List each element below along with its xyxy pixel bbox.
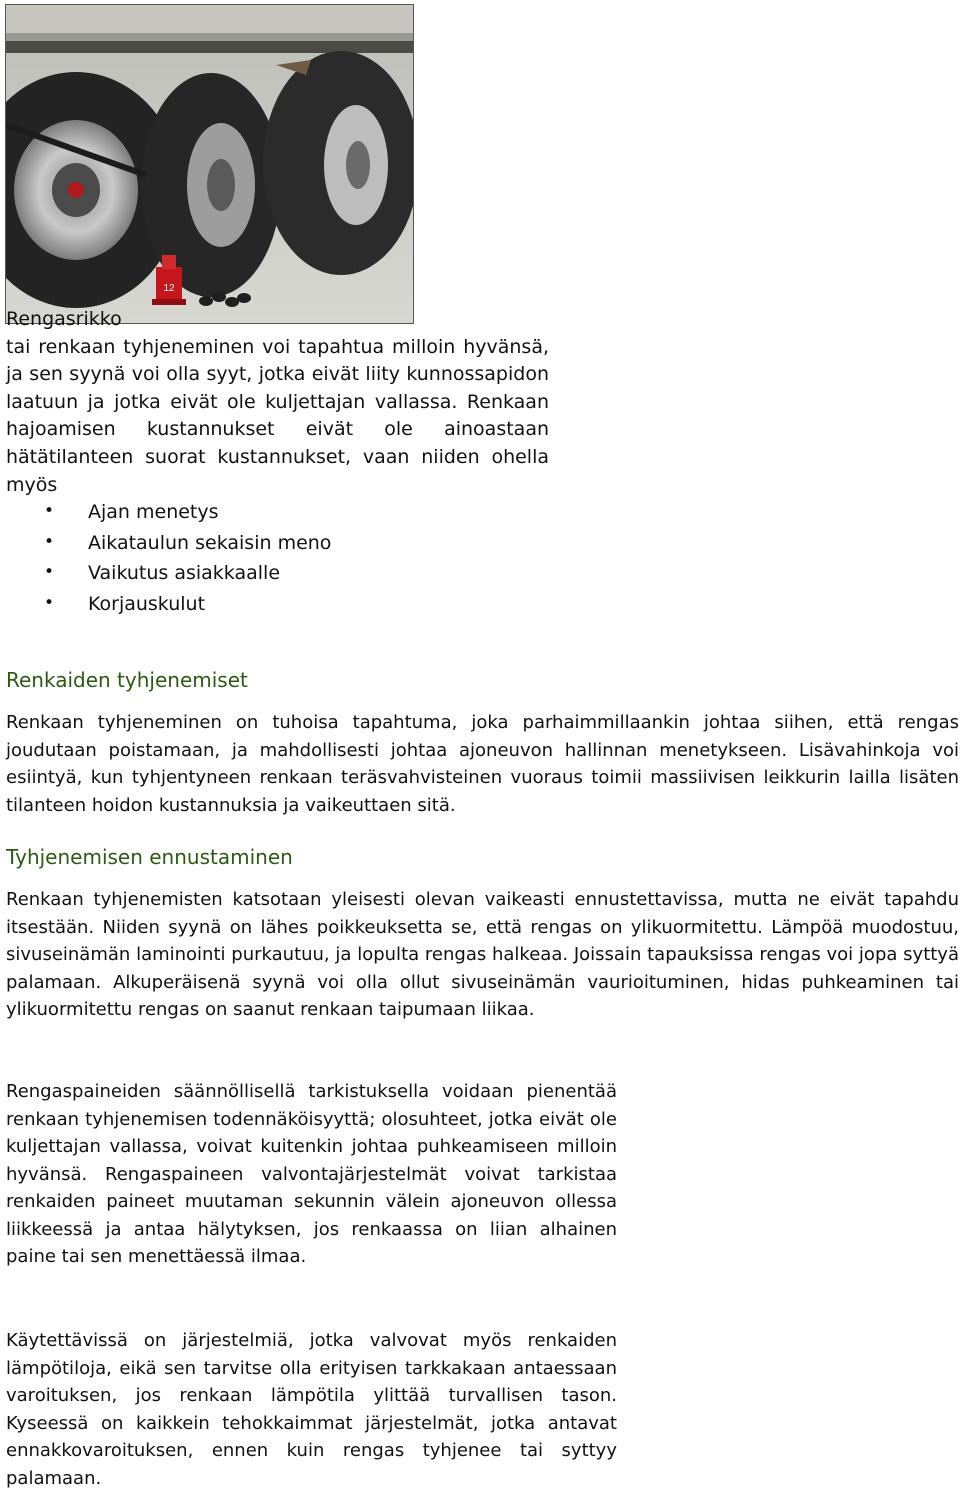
paragraph-ennustaminen-1: Renkaan tyhjenemisten katsotaan yleisesti olevan vaikeasti ennustettavissa, mutta ne eivät tapahdu itsestään. Niiden syynä on lähes poikkeuksetta se, että rengas on ylikuormitettu. Lämpöä muodostuu, sivuseinämän laminointi purkautuu, ja lopulta rengas halkeaa. Joissain tapauksissa rengas voi jopa syttyä palamaan. Alkuperäisenä syynä voi olla ollut sivuseinämän vaurioituminen, hidas puhkeaminen tai ylikuormitettu rengas on saanut renkaan taipumaan liikaa. [6,889,959,1020]
heading-tyhjenemisen-ennustaminen: Tyhjenemisen ennustaminen [6,845,293,869]
list-item: • Ajan menetys [44,497,331,528]
paragraph-ennustaminen-2: Rengaspaineiden säännöllisellä tarkistuksella voidaan pienentää renkaan tyhjenemisen todennäköisyyttä; olosuhteet, jotka eivät ole kuljettajan vallassa, voivat kuitenkin johtaa puhkeamiseen milloin hyvänsä. Rengaspaineen valvontajärjestelmät voivat tarkistaa renkaiden paineet muutaman sekunnin välein ajoneuvon ollessa liikkeessä ja antaa hälytyksen, jos renkaassa on liian alhainen paine tai sen menettäessä ilmaa. [6,1081,617,1267]
jack-label: 12 [163,283,175,294]
truck-tires-illustration [6,5,413,323]
paragraph-ennustaminen-3: Käytettävissä on järjestelmiä, jotka valvovat myös renkaiden lämpötiloja, eikä sen tarvitse olla erityisen tarkkakaan antaessaan varoituksen, jos renkaan lämpötila ylittää turvallisen tason. Kyseessä on kaikkein tehokkaimmat järjestelmät, jotka antavat ennakkovaroituksen, ennen kuin rengas tyhjenee tai syttyy palamaan. [6,1330,617,1489]
paragraph-renkaiden: Renkaan tyhjeneminen on tuhoisa tapahtuma, joka parhaimmillaankin johtaa siihen, että rengas joudutaan poistamaan, ja mahdollisesti johtaa ajoneuvon hallinnan menetykseen. Lisävahinkoja voi esiintyä, kun tyhjentyneen renkaan teräsvahvisteinen vuoraus toimii massiivisen leikkurin lailla lisäten tilanteen hoidon kustannuksia ja vaikeuttaen sitä. [6,712,959,816]
tire-photo [5,4,414,324]
intro-text: tai renkaan tyhjeneminen voi tapahtua milloin hyvänsä, ja sen syynä voi olla syyt, jotka eivät liity kunnossapidon laatuun ja jotka eivät ole kuljettajan vallassa. Renkaan hajoamisen kustannukset eivät ole ainoastaan hätätilanteen suorat kustannukset, vaan niiden ohella myös [6,335,549,496]
list-item: • Vaikutus asiakkaalle [44,558,331,589]
cost-list [44,497,331,619]
intro-paragraph [6,306,549,499]
heading-renkaiden-tyhjenemiset: Renkaiden tyhjenemiset [6,668,248,692]
list-item: • Aikataulun sekaisin meno [44,528,331,559]
photo-caption: Rengasrikko [6,308,122,330]
tire-right [263,51,413,275]
list-item: • Korjauskulut [44,589,331,620]
